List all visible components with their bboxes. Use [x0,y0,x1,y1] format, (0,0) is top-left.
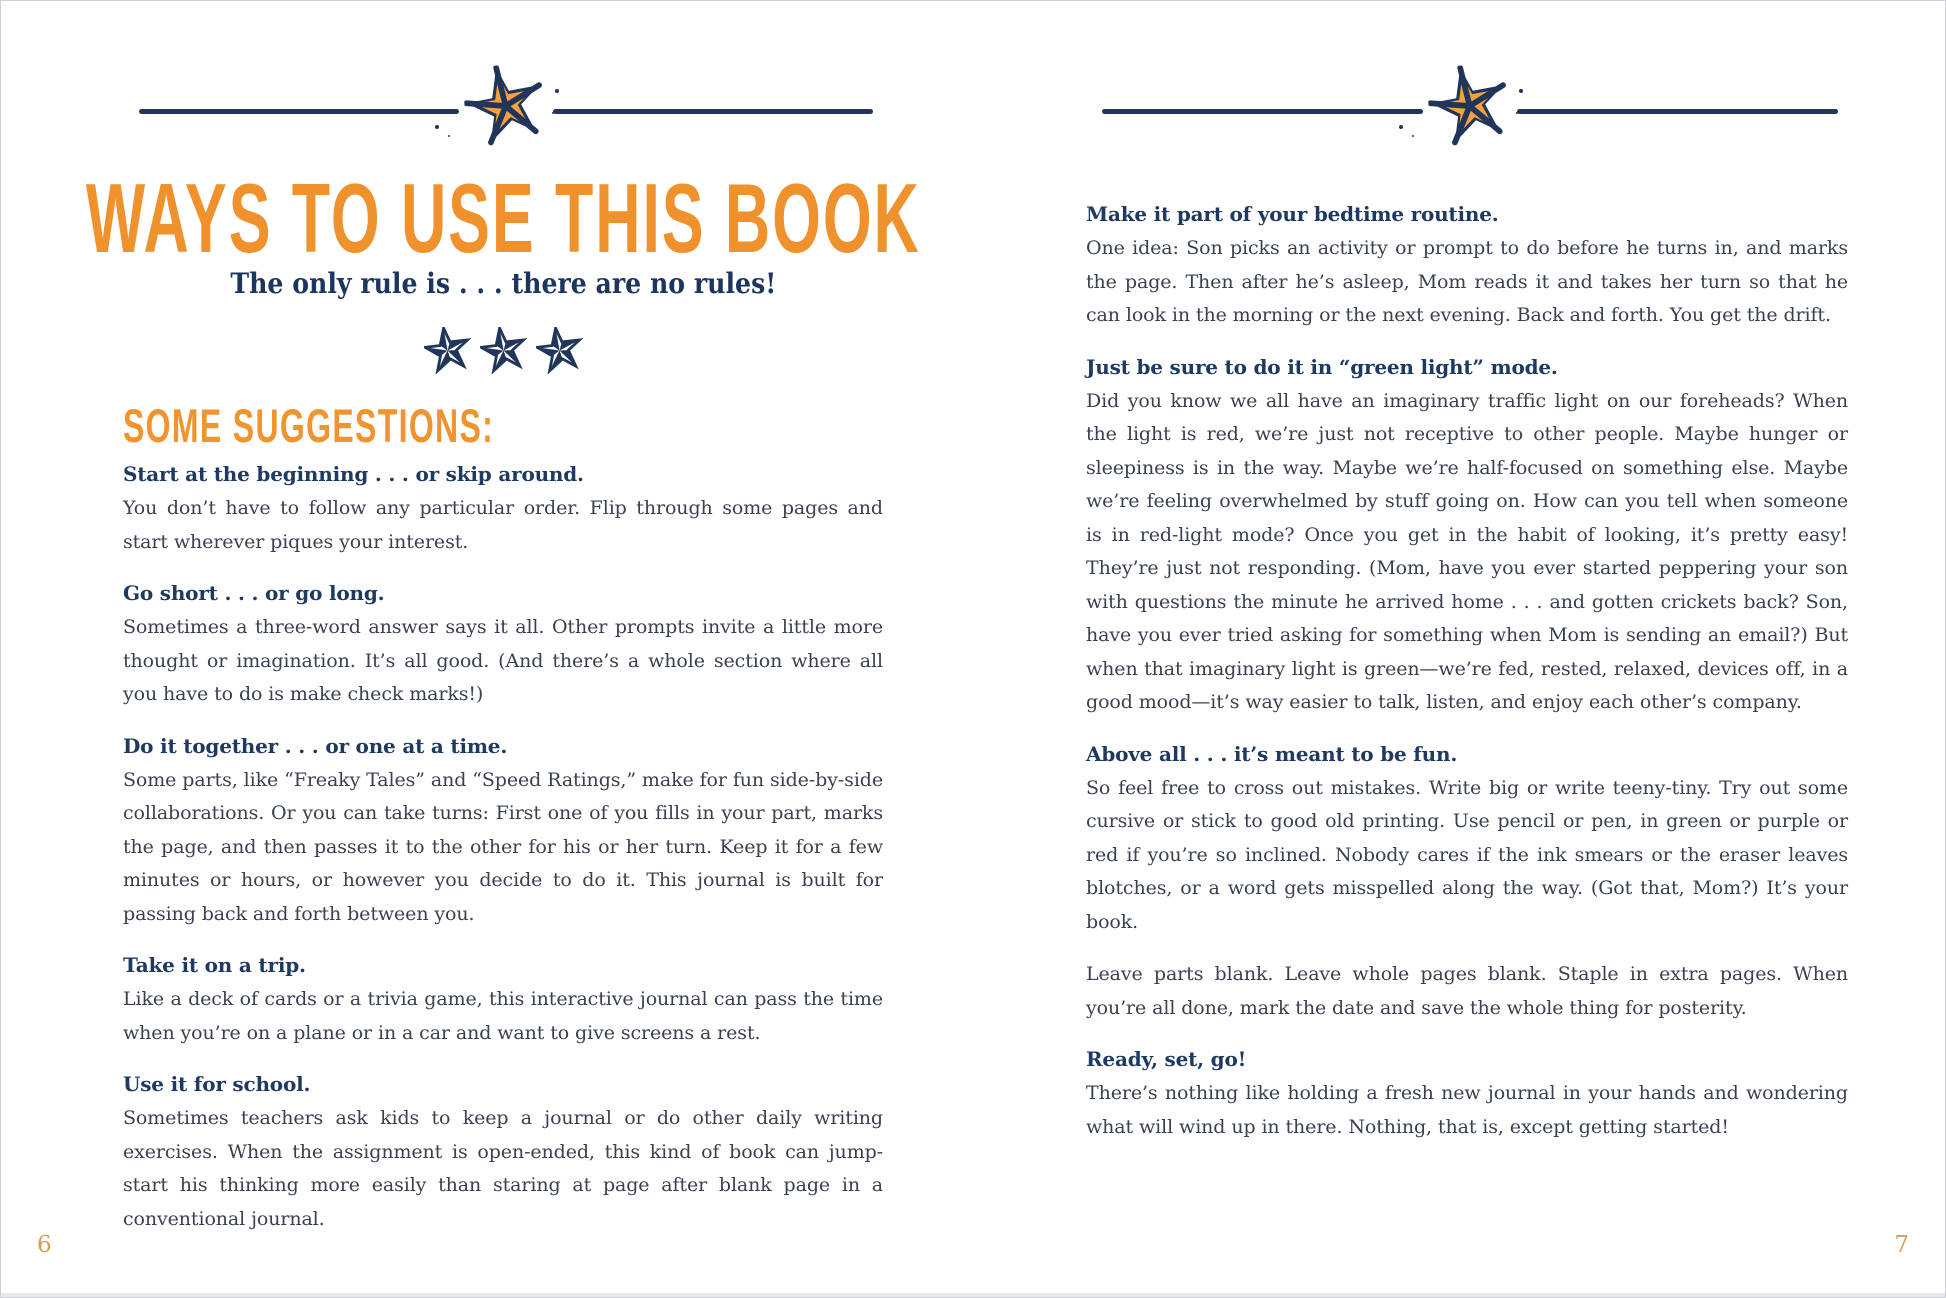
section-body: Leave parts blank. Leave whole pages blank. Staple in extra pages. When you’re all done, mark the date and save the whole thing for posterity. [1086,963,1848,1019]
divider-ornament [1086,67,1848,155]
section-body: Did you know we all have an imaginary traffic light on our foreheads? When the light is red, we’re just not receptive to other people. Maybe hunger or sleepiness is in the way. Maybe we’re half-focused on something else. Maybe we’re feeling overwhelmed by stuff going on. How can you tell when someone is in red-light mode? Once you get in the habit of looking, it’s pretty easy! They’re just not responding. (Mom, have you ever started peppering your son with questions the minute he arrived home . . . and gotten crickets back? Son, have you ever tried asking for something when Mom is sending an email?) But when that imaginary light is green—we’re fed, rested, relaxed, devices off, in a good mood—it’s way easier to talk, listen, and enjoy each other’s company. [1086,389,1848,713]
right-sections [1086,199,1848,1144]
section-body: Sometimes a three-word answer says it all. Other prompts invite a little more thought or imagination. It’s all good. (And there’s a whole section where all you have to do is make check marks!) [123,616,883,705]
section-title: Use it for school. [123,1072,311,1096]
section-body: One idea: Son picks an activity or prompt to do before he turns in, and marks the page. Then after he’s asleep, Mom reads it and takes her turn so that he can look in the morning or the next evening. Back and forth. You get the drift. [1086,237,1848,326]
section [1086,199,1848,333]
section [1086,1044,1848,1144]
left-sections [123,459,883,1236]
section-body: So feel free to cross out mistakes. Write big or write teeny-tiny. Try out some cursive or stick to good old printing. Use pencil or pen, in green or purple or red if you’re so inclined. Nobody cares if the ink smears or the eraser leaves blotches, or a word gets misspelled along the way. (Got that, Mom?) It’s your book. [1086,776,1848,933]
star-icon [536,327,583,374]
section-title: Make it part of your bedtime routine. [1086,202,1499,226]
ink-speckles [1519,89,1523,93]
divider-rule [1102,109,1423,114]
section-body: You don’t have to follow any particular order. Flip through some pages and start wherever piques your interest. [123,497,883,553]
section [1086,958,1848,1025]
ink-speckles [435,125,439,129]
star-divider-icon [1426,62,1514,150]
section-title: Do it together . . . or one at a time. [123,733,508,758]
section-title: Above all . . . it’s meant to be fun. [1086,741,1458,766]
divider-rule [1517,109,1838,114]
section-title: Go short . . . or go long. [123,581,385,605]
divider-ornament [123,67,883,155]
section-title: Start at the beginning . . . or skip around. [123,462,584,486]
section-body: Some parts, like “Freaky Tales” and “Speed Ratings,” make for fun side-by-side collaborations. Or you can take turns: First one of you fills in your part, marks the page, and then passes it to the other for his or her turn. Keep it for a few minutes or hours, or however you decide to do it. This journal is built for passing back and forth between you. [123,768,883,925]
section-body: Like a deck of cards or a trivia game, this interactive journal can pass the time when you’re on a plane or in a car and want to give screens a rest. [123,988,883,1044]
section [123,459,883,559]
section-title: Just be sure to do it in “green light” mode. [1086,354,1558,379]
page-right [1086,1,1848,1144]
ink-speckles [555,89,559,93]
star-divider-icon [462,62,550,150]
page-number-right: 7 [1894,1232,1909,1258]
page-subtitle: The only rule is . . . there are no rules! [229,267,776,300]
ink-speckles [1399,125,1403,129]
page-number-left: 6 [37,1232,52,1258]
page-left [85,1,921,1236]
page-title: WAYS TO USE THIS BOOK [85,163,921,273]
section [123,578,883,712]
three-stars-ornament [123,327,883,377]
section-body: There’s nothing like holding a fresh new journal in your hands and wondering what will wind up in there. Nothing, that is, except getting started! [1086,1082,1848,1138]
section [123,950,883,1050]
star-icon [424,327,471,374]
section-body: Sometimes teachers ask kids to keep a journal or do other daily writing exercises. When the assignment is open-ended, this kind of book can jump-start his thinking more easily than staring at page after blank page in a conventional journal. [123,1107,883,1230]
section [1086,739,1848,940]
section [123,731,883,932]
suggestions-heading: SOME SUGGESTIONS: [123,399,495,452]
section [123,1069,883,1236]
section-title: Ready, set, go! [1086,1047,1247,1071]
divider-rule [553,109,873,114]
section [1086,352,1848,720]
section-title: Take it on a trip. [123,953,306,977]
divider-rule [139,109,459,114]
star-icon [480,327,527,374]
